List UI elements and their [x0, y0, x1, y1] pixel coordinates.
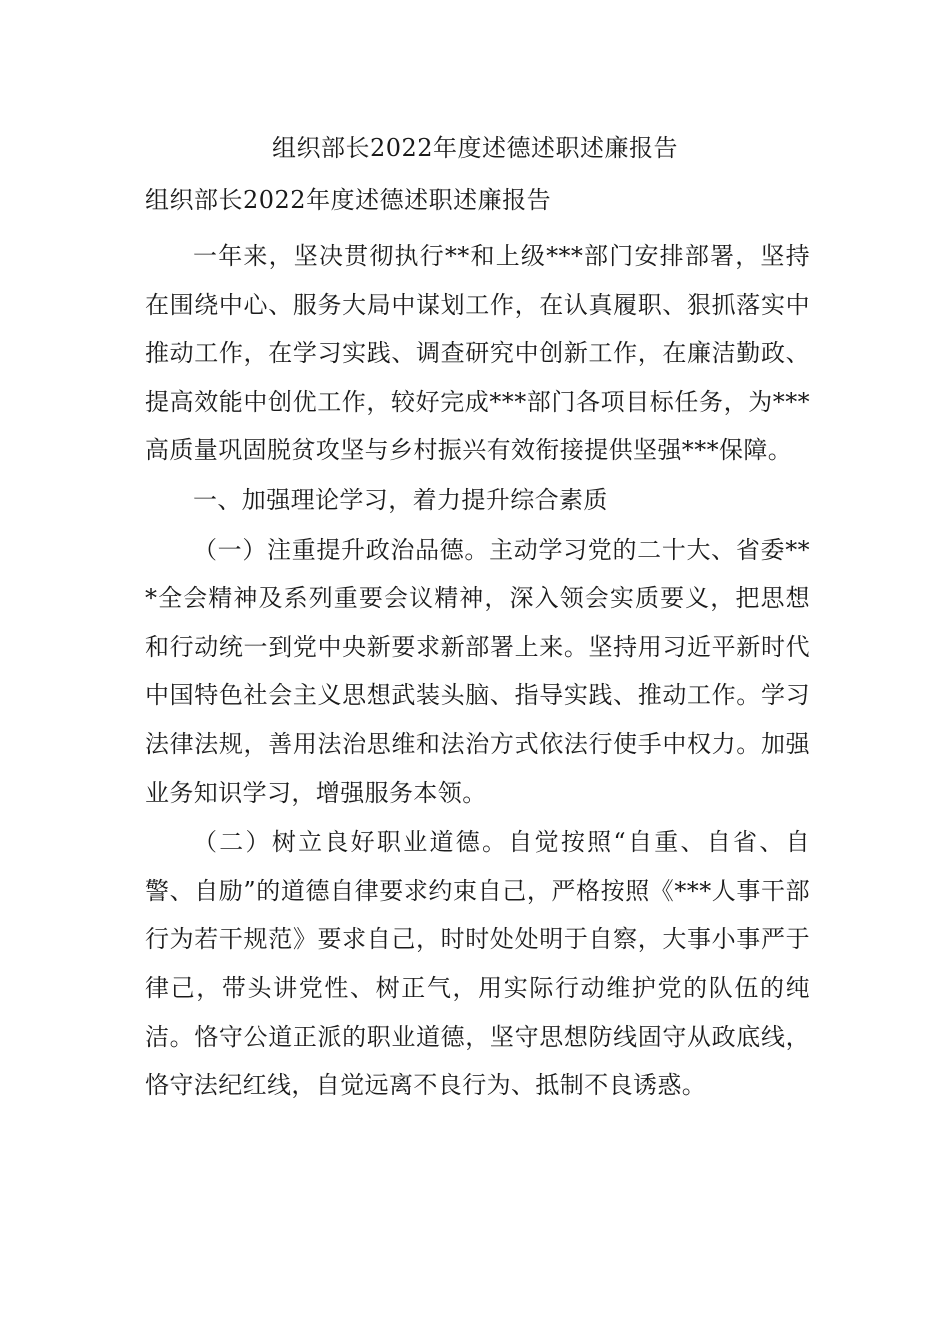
paragraph-intro: 一年来，坚决贯彻执行**和上级***部门安排部署，坚持在围绕中心、服务大局中谋划工作，在认真履职、狠抓落实中推动工作，在学习实践、调查研究中创新工作，在廉洁勤政、提高效能中创优工作，较好完成***部门各项目标任务，为***高质量巩固脱贫攻坚与乡村振兴有效衔接提供坚强***保障。 [145, 242, 810, 465]
document-title: 组织部长2022年度述德述职述廉报告 [271, 134, 679, 162]
paragraph-professional-ethics: （二）树立良好职业道德。自觉按照“自重、自省、自警、自励”的道德自律要求约束自己，严格按照《***人事干部行为若干规范》要求自己，时时处处明于自察，大事小事严于律己，带头讲党性、树正气，用实际行动维护党的队伍的纯洁。恪守公道正派的职业道德，坚守思想防线固守从政底线，恪守法纪红线，自觉远离不良行为、抵制不良诱惑。 [145, 828, 810, 1100]
section-heading-1: 一、加强理论学习，着力提升综合素质 [193, 485, 608, 514]
document-subtitle: 组织部长2022年度述德述职述廉报告 [145, 186, 552, 214]
paragraph-political-virtue: （一）注重提升政治品德。主动学习党的二十大、省委***全会精神及系列重要会议精神，深入领会实质要义，把思想和行动统一到党中央新要求新部署上来。坚持用习近平新时代中国特色社会主义思想武装头脑、指导实践、推动工作。学习法律法规，善用法治思维和法治方式依法行使手中权力。加强业务知识学习，增强服务本领。 [145, 535, 810, 807]
document-body [145, 232, 810, 1111]
